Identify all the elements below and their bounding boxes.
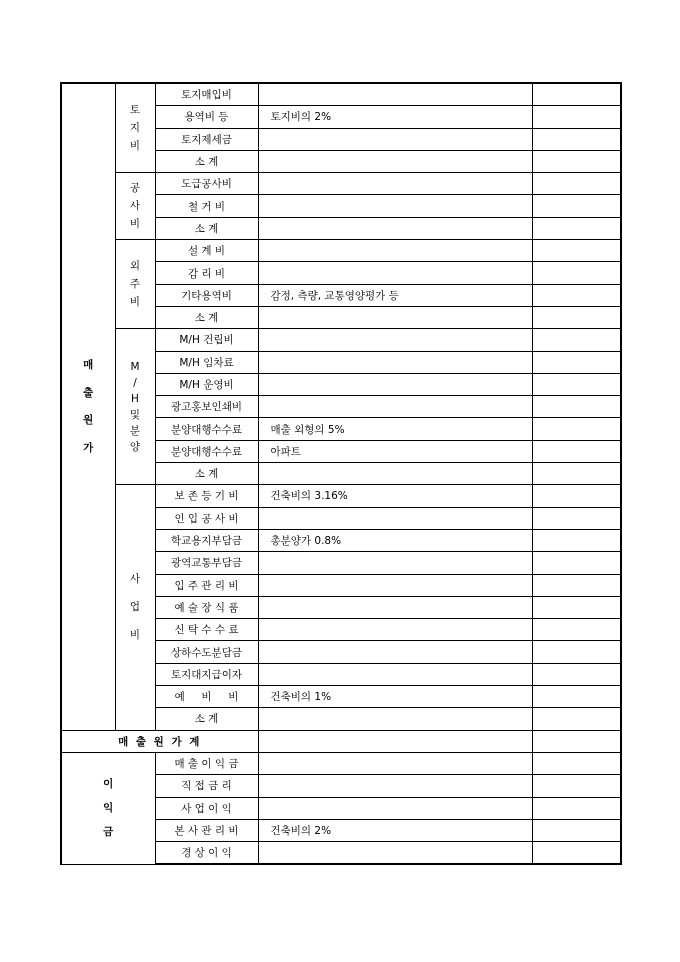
note-cell[interactable] bbox=[258, 128, 532, 150]
header-char: 출 bbox=[83, 386, 94, 399]
note-cell[interactable] bbox=[258, 463, 532, 485]
item-cell: 감 리 비 bbox=[155, 262, 258, 284]
extra-cell[interactable] bbox=[532, 663, 621, 685]
label-char: M bbox=[130, 360, 140, 373]
extra-cell[interactable] bbox=[532, 529, 621, 551]
note-cell[interactable] bbox=[258, 306, 532, 328]
extra-cell[interactable] bbox=[532, 752, 621, 774]
item-cell: 경 상 이 익 bbox=[155, 842, 258, 865]
item-cell: 토지제세금 bbox=[155, 128, 258, 150]
header-char: 가 bbox=[83, 441, 94, 454]
extra-cell[interactable] bbox=[532, 262, 621, 284]
note-cell[interactable] bbox=[258, 752, 532, 774]
extra-cell[interactable] bbox=[532, 329, 621, 351]
table-row bbox=[61, 752, 621, 774]
item-cell: 설 계 비 bbox=[155, 240, 258, 262]
note-cell[interactable] bbox=[258, 552, 532, 574]
note-cell[interactable] bbox=[258, 574, 532, 596]
label-char: 외 bbox=[129, 260, 141, 273]
label-char: 양 bbox=[129, 440, 141, 453]
extra-cell[interactable] bbox=[532, 440, 621, 462]
item-cell: 토지매입비 bbox=[155, 83, 258, 106]
label-char: 분 bbox=[129, 424, 141, 437]
extra-cell[interactable] bbox=[532, 150, 621, 172]
note-cell[interactable]: 건축비의 3.16% bbox=[258, 485, 532, 507]
extra-cell[interactable] bbox=[532, 797, 621, 819]
item-cell: 분양대행수수료 bbox=[155, 440, 258, 462]
note-cell[interactable] bbox=[258, 150, 532, 172]
group-label-land bbox=[115, 83, 155, 173]
label-char: 비 bbox=[129, 296, 141, 309]
note-cell[interactable]: 총분양가 0.8% bbox=[258, 529, 532, 551]
table-row bbox=[61, 173, 621, 195]
extra-cell[interactable] bbox=[532, 775, 621, 797]
group-label-project bbox=[115, 485, 155, 730]
note-cell[interactable] bbox=[258, 596, 532, 618]
item-cell: M/H 건립비 bbox=[155, 329, 258, 351]
item-cell: 광역교통부담금 bbox=[155, 552, 258, 574]
note-cell[interactable]: 아파트 bbox=[258, 440, 532, 462]
note-cell[interactable]: 건축비의 1% bbox=[258, 686, 532, 708]
item-cell: 도급공사비 bbox=[155, 173, 258, 195]
item-cell: 토지대지급이자 bbox=[155, 663, 258, 685]
extra-cell[interactable] bbox=[532, 106, 621, 128]
label-char: 공 bbox=[129, 182, 141, 195]
table-row bbox=[61, 83, 621, 106]
extra-cell[interactable] bbox=[532, 596, 621, 618]
extra-cell[interactable] bbox=[532, 373, 621, 395]
note-cell[interactable] bbox=[258, 507, 532, 529]
extra-cell[interactable] bbox=[532, 507, 621, 529]
table-row bbox=[61, 240, 621, 262]
note-cell[interactable] bbox=[258, 641, 532, 663]
extra-cell[interactable] bbox=[532, 306, 621, 328]
extra-cell[interactable] bbox=[532, 284, 621, 306]
label-char: 주 bbox=[129, 278, 141, 291]
note-cell[interactable] bbox=[258, 396, 532, 418]
header-char: 매 bbox=[83, 359, 94, 372]
item-cell: 용역비 등 bbox=[155, 106, 258, 128]
note-cell[interactable] bbox=[258, 262, 532, 284]
note-cell[interactable] bbox=[258, 842, 532, 865]
item-cell: 상하수도분담금 bbox=[155, 641, 258, 663]
cost-profit-table bbox=[60, 82, 622, 865]
item-cell: 본 사 관 리 비 bbox=[155, 819, 258, 841]
label-char: 업 bbox=[129, 601, 141, 614]
group-label-outsourcing bbox=[115, 240, 155, 329]
group-label-model-house bbox=[115, 329, 155, 485]
note-cell[interactable]: 건축비의 2% bbox=[258, 819, 532, 841]
extra-cell[interactable] bbox=[532, 195, 621, 217]
extra-cell[interactable] bbox=[532, 686, 621, 708]
note-cell[interactable] bbox=[258, 351, 532, 373]
note-cell[interactable] bbox=[258, 173, 532, 195]
subtotal-cell: 소 계 bbox=[155, 708, 258, 730]
extra-cell[interactable] bbox=[532, 173, 621, 195]
note-cell[interactable] bbox=[258, 775, 532, 797]
header-char: 익 bbox=[103, 802, 114, 815]
extra-cell[interactable] bbox=[532, 83, 621, 106]
label-char: 및 bbox=[129, 408, 141, 421]
label-char: 사 bbox=[129, 573, 141, 586]
extra-cell[interactable] bbox=[532, 351, 621, 373]
extra-cell[interactable] bbox=[532, 574, 621, 596]
label-char: 사 bbox=[129, 200, 141, 213]
note-cell[interactable] bbox=[258, 663, 532, 685]
note-cell[interactable]: 매출 외형의 5% bbox=[258, 418, 532, 440]
table-row bbox=[61, 329, 621, 351]
note-cell[interactable] bbox=[258, 195, 532, 217]
extra-cell[interactable] bbox=[532, 418, 621, 440]
extra-cell[interactable] bbox=[532, 396, 621, 418]
table-row bbox=[61, 485, 621, 507]
note-cell[interactable]: 감정, 측량, 교통영양평가 등 bbox=[258, 284, 532, 306]
header-char: 금 bbox=[103, 826, 114, 839]
item-cell: 기타용역비 bbox=[155, 284, 258, 306]
extra-cell[interactable] bbox=[532, 128, 621, 150]
cost-of-sales-total-label: 매 출 원 가 계 bbox=[61, 730, 258, 752]
extra-cell[interactable] bbox=[532, 842, 621, 865]
label-char: 비 bbox=[129, 140, 141, 153]
subtotal-cell: 소 계 bbox=[155, 217, 258, 239]
item-cell: 인 입 공 사 비 bbox=[155, 507, 258, 529]
note-cell[interactable] bbox=[258, 83, 532, 106]
item-cell: M/H 운영비 bbox=[155, 373, 258, 395]
profit-header bbox=[61, 752, 155, 864]
subtotal-cell: 소 계 bbox=[155, 463, 258, 485]
item-cell: 매 출 이 익 금 bbox=[155, 752, 258, 774]
item-cell: 예 술 장 식 품 bbox=[155, 596, 258, 618]
note-cell[interactable] bbox=[258, 240, 532, 262]
subtotal-cell: 소 계 bbox=[155, 150, 258, 172]
extra-cell[interactable] bbox=[532, 819, 621, 841]
note-cell[interactable] bbox=[258, 217, 532, 239]
item-cell: 학교용지부담금 bbox=[155, 529, 258, 551]
item-cell: 직 접 금 리 bbox=[155, 775, 258, 797]
note-cell[interactable] bbox=[258, 730, 532, 752]
note-cell[interactable] bbox=[258, 619, 532, 641]
item-cell: 예 비 비 bbox=[155, 686, 258, 708]
label-char: 비 bbox=[129, 629, 141, 642]
extra-cell[interactable] bbox=[532, 240, 621, 262]
item-cell: 철 거 비 bbox=[155, 195, 258, 217]
header-char: 원 bbox=[83, 414, 94, 427]
label-char: / bbox=[133, 376, 137, 389]
note-cell[interactable] bbox=[258, 797, 532, 819]
item-cell: 보 존 등 기 비 bbox=[155, 485, 258, 507]
label-char: H bbox=[131, 392, 139, 405]
note-cell[interactable] bbox=[258, 373, 532, 395]
item-cell: 분양대행수수료 bbox=[155, 418, 258, 440]
table-row bbox=[61, 730, 621, 752]
extra-cell[interactable] bbox=[532, 730, 621, 752]
item-cell: M/H 임차료 bbox=[155, 351, 258, 373]
note-cell[interactable]: 토지비의 2% bbox=[258, 106, 532, 128]
item-cell: 입 주 관 리 비 bbox=[155, 574, 258, 596]
cost-of-sales-header bbox=[61, 83, 115, 730]
header-char: 이 bbox=[103, 778, 114, 791]
extra-cell[interactable] bbox=[532, 463, 621, 485]
label-char: 지 bbox=[129, 122, 141, 135]
subtotal-cell: 소 계 bbox=[155, 306, 258, 328]
item-cell: 신 탁 수 수 료 bbox=[155, 619, 258, 641]
item-cell: 사 업 이 익 bbox=[155, 797, 258, 819]
extra-cell[interactable] bbox=[532, 217, 621, 239]
extra-cell[interactable] bbox=[532, 552, 621, 574]
note-cell[interactable] bbox=[258, 708, 532, 730]
extra-cell[interactable] bbox=[532, 641, 621, 663]
item-cell: 광고홍보인쇄비 bbox=[155, 396, 258, 418]
note-cell[interactable] bbox=[258, 329, 532, 351]
extra-cell[interactable] bbox=[532, 708, 621, 730]
extra-cell[interactable] bbox=[532, 619, 621, 641]
label-char: 토 bbox=[129, 104, 141, 117]
extra-cell[interactable] bbox=[532, 485, 621, 507]
label-char: 비 bbox=[129, 218, 141, 231]
group-label-construction bbox=[115, 173, 155, 240]
